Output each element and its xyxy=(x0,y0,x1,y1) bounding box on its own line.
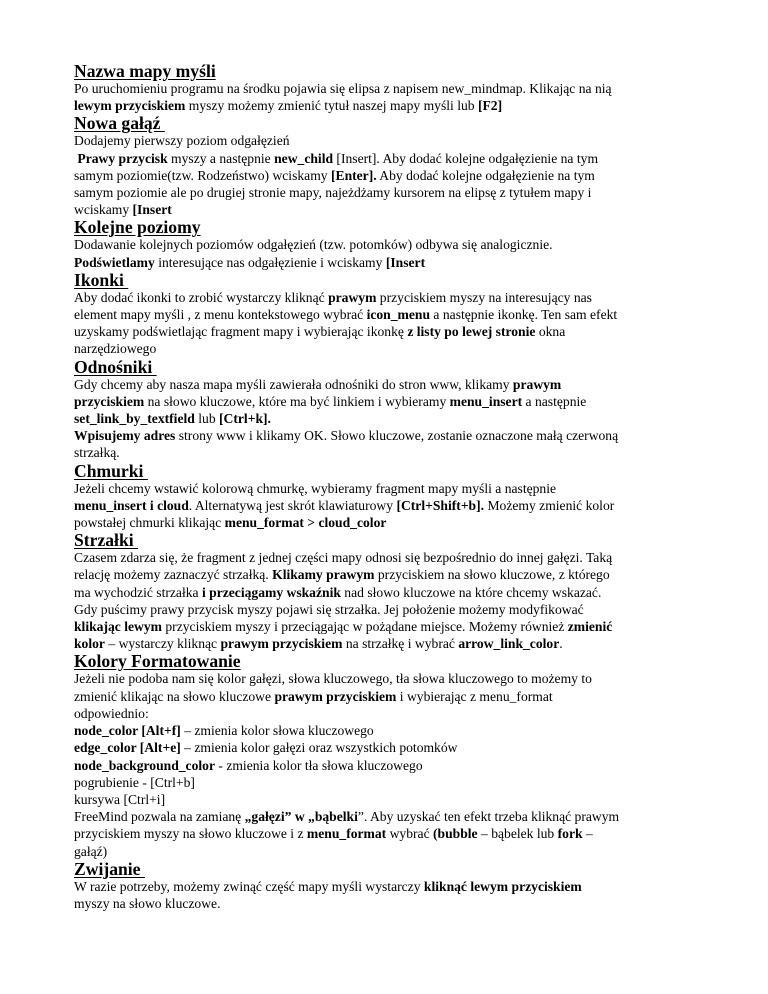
bold-run: lewym przyciskiem xyxy=(74,98,186,114)
text-line xyxy=(74,670,714,687)
text-line xyxy=(74,895,714,912)
text-line xyxy=(74,132,714,149)
text-run: powstałej chmurki klikając xyxy=(74,515,225,531)
text-run: nad słowo kluczowe na które chcemy wskazać. xyxy=(340,584,602,600)
bold-run: node_background_color xyxy=(74,757,215,773)
section-body xyxy=(74,480,714,532)
section-heading: Kolejne poziomy xyxy=(74,217,201,238)
section xyxy=(74,531,714,652)
bold-run: prawym xyxy=(328,289,377,305)
bold-run: [F2] xyxy=(477,98,503,114)
text-run: Dodawanie kolejnych poziomów odgałęzień (tzw. potomków) odbywa się analogicznie. xyxy=(74,237,553,253)
section-heading: Odnośniki xyxy=(74,356,157,377)
section-body xyxy=(74,289,714,358)
text-run: Czasem zdarza się, że fragment z jednej części mapy odnosi się bezpośrednio do innej gałęzi. Taką xyxy=(74,550,613,566)
text-line xyxy=(74,289,714,306)
text-run: lub xyxy=(194,411,220,427)
bold-run: [Insert xyxy=(132,202,172,218)
section-body xyxy=(74,878,714,912)
text-run: ”. Aby uzyskać ten efekt trzeba kliknąć prawym xyxy=(357,809,620,825)
text-line xyxy=(74,480,714,497)
bold-run: kolor xyxy=(74,636,105,652)
bold-run: new_child xyxy=(274,150,334,166)
text-line xyxy=(74,843,714,860)
text-run: . Alternatywą jest skrót klawiaturowy xyxy=(188,497,397,513)
text-run: uzyskamy podświetlając fragment mapy i wybierając ikonkę xyxy=(74,324,408,340)
bold-run: Wpisujemy adres xyxy=(74,428,176,444)
text-line xyxy=(74,566,714,583)
text-run: Gdy chcemy aby nasza mapa myśli zawierała odnośniki do stron www, klikamy xyxy=(74,376,513,392)
text-line xyxy=(74,444,714,461)
section-heading: Kolory Formatowanie xyxy=(74,651,241,672)
bold-run: Prawy przycisk xyxy=(74,150,168,166)
text-run: gałąź) xyxy=(74,843,108,859)
bold-run: fork xyxy=(557,826,583,842)
text-line xyxy=(74,167,714,184)
text-run: – zmienia kolor gałęzi oraz wszystkich potomków xyxy=(180,740,458,756)
text-line xyxy=(74,97,714,114)
text-line xyxy=(74,340,714,357)
bold-run: prawym przyciskiem xyxy=(274,688,397,704)
section-heading: Zwijanie xyxy=(74,858,145,879)
bold-run: przyciskiem xyxy=(74,393,145,409)
text-run: przyciskiem myszy na interesujący nas xyxy=(376,289,592,305)
text-line xyxy=(74,376,714,393)
text-run: strzałką. xyxy=(74,445,120,461)
section xyxy=(74,462,714,532)
bold-run: menu_insert xyxy=(449,393,523,409)
text-run: przyciskiem myszy i przeciągając w pożądane miejsce. Możemy również xyxy=(161,619,568,635)
text-run: W razie potrzeby, możemy zwinąć część mapy myśli wystarczy xyxy=(74,878,424,894)
bold-run: edge_color [Alt+e] xyxy=(74,740,181,756)
text-run: - zmienia kolor tła słowa kluczowego xyxy=(215,757,423,773)
text-line xyxy=(74,306,714,323)
text-run: strony www i klikamy OK. Słowo kluczowe, zostanie oznaczone małą czerwoną xyxy=(175,428,619,444)
bold-run: arrow_link_color xyxy=(458,636,560,652)
text-run: wybrać xyxy=(386,826,434,842)
text-run: Jeżeli chcemy wstawić kolorową chmurkę, wybieramy fragment mapy myśli a następnie xyxy=(74,480,557,496)
text-run: ma wychodzić strzałka xyxy=(74,584,202,600)
section-heading: Nowa gałąź xyxy=(74,113,165,134)
text-run: – wystarczy kliknąc xyxy=(104,636,221,652)
bold-run: icon_menu xyxy=(366,307,431,323)
text-line xyxy=(74,323,714,340)
text-run: narzędziowego xyxy=(74,341,157,357)
text-run: okna xyxy=(535,324,566,340)
bold-run: klikając lewym xyxy=(74,619,162,635)
text-run: kursywa [Ctrl+i] xyxy=(74,791,166,807)
text-line xyxy=(74,184,714,201)
text-line xyxy=(74,236,714,253)
text-run: i wybierając z menu_format xyxy=(396,688,553,704)
text-run: samym poziomie ale po drugiej stronie mapy, najeżdżamy kursorem na elipsę z tytułem mapy i xyxy=(74,185,592,201)
bold-run: z listy po lewej stronie xyxy=(407,324,536,340)
text-run: element mapy myśli , z menu kontekstowego wybrać xyxy=(74,307,367,323)
section xyxy=(74,860,714,912)
text-run: Możemy zmienić kolor xyxy=(484,497,615,513)
text-run: myszy na słowo kluczowe. xyxy=(74,895,221,911)
section-heading: Nazwa mapy myśli xyxy=(74,61,216,81)
section-body xyxy=(74,236,714,270)
text-run: [Insert]. Aby dodać kolejne odgałęzienie na tym xyxy=(333,150,599,166)
text-line xyxy=(74,791,714,808)
text-run: wciskamy xyxy=(74,202,133,218)
text-run: myszy możemy zmienić tytuł naszej mapy myśli lub xyxy=(185,98,478,114)
text-run: zmienić klikając na słowo kluczowe xyxy=(74,688,275,704)
text-line xyxy=(74,774,714,791)
text-line xyxy=(74,584,714,601)
text-line xyxy=(74,150,714,167)
bold-run: menu_insert i cloud xyxy=(74,497,189,513)
text-line xyxy=(74,201,714,218)
text-line xyxy=(74,514,714,531)
text-run: przyciskiem na słowo kluczowe, z którego xyxy=(374,567,610,583)
bold-run: menu_format xyxy=(306,826,387,842)
text-run: a następnie ikonkę. Ten sam efekt xyxy=(430,307,618,323)
bold-run: [Ctrl+Shift+b]. xyxy=(396,497,485,513)
text-line xyxy=(74,80,714,97)
text-line xyxy=(74,497,714,514)
bold-run: i przeciągamy wskaźnik xyxy=(201,584,341,600)
section-heading: Chmurki xyxy=(74,460,148,481)
text-run: Po uruchomieniu programu na środku pojawia się elipsa z napisem new_mindmap. Klikając na nią xyxy=(74,81,612,96)
text-run: FreeMind pozwala na zamianę xyxy=(74,809,245,825)
text-line xyxy=(74,705,714,722)
text-run: relację możemy zaznaczyć strzałką. xyxy=(74,567,273,583)
text-run: interesujące nas odgałęzienie i wciskamy xyxy=(154,254,386,270)
text-line xyxy=(74,618,714,635)
text-line xyxy=(74,825,714,842)
bold-run: prawym przyciskiem xyxy=(220,636,343,652)
text-run: Aby dodać kolejne odgałęzienie na tym xyxy=(376,167,595,183)
text-line xyxy=(74,808,714,825)
text-line xyxy=(74,722,714,739)
bold-run: (bubble xyxy=(433,826,478,842)
text-run: odpowiednio: xyxy=(74,705,149,721)
bold-run: Podświetlamy xyxy=(74,254,155,270)
bold-run: zmienić xyxy=(567,619,613,635)
text-line xyxy=(74,410,714,427)
text-line xyxy=(74,254,714,271)
section xyxy=(74,271,714,358)
section xyxy=(74,358,714,462)
text-run: Gdy puścimy prawy przycisk myszy pojawi się strzałka. Jej położenie możemy modyfikować xyxy=(74,601,584,617)
text-run: myszy a następnie xyxy=(167,150,275,166)
text-line xyxy=(74,601,714,618)
section xyxy=(74,652,714,859)
bold-run: set_link_by_textfield xyxy=(74,411,195,427)
text-run: . xyxy=(559,636,563,652)
bold-run: „gałęzi” w „bąbelki xyxy=(244,809,358,825)
bold-run: Klikamy prawym xyxy=(272,567,375,583)
section-body xyxy=(74,132,714,218)
bold-run: prawym xyxy=(512,376,562,392)
section xyxy=(74,218,714,270)
text-line xyxy=(74,688,714,705)
text-run: samym poziomie(tzw. Rodzeństwo) wciskamy xyxy=(74,167,331,183)
bold-run: [Insert xyxy=(385,254,426,270)
document-page xyxy=(74,62,714,912)
section-body xyxy=(74,376,714,462)
bold-run: [Enter]. xyxy=(330,167,377,183)
text-run: – zmienia kolor słowa kluczowego xyxy=(180,723,374,739)
section-body xyxy=(74,670,714,859)
text-run: – xyxy=(582,826,593,842)
text-run: Dodajemy pierwszy poziom odgałęzień xyxy=(74,133,290,149)
section-body xyxy=(74,549,714,652)
text-run: na słowo kluczowe, które ma być linkiem i wybieramy xyxy=(144,393,450,409)
section-body xyxy=(74,80,714,114)
text-line xyxy=(74,739,714,756)
bold-run: node_color [Alt+f] xyxy=(74,723,181,739)
section-heading: Ikonki xyxy=(74,269,129,290)
text-line xyxy=(74,427,714,444)
section-heading: Strzałki xyxy=(74,530,139,551)
text-run: – bąbelek lub xyxy=(477,826,558,842)
text-run: na strzałkę i wybrać xyxy=(342,636,459,652)
text-run: Aby dodać ikonki to zrobić wystarczy kliknąć xyxy=(74,289,329,305)
bold-run: menu_format > cloud_color xyxy=(224,515,387,531)
section xyxy=(74,62,714,114)
text-line xyxy=(74,635,714,652)
text-run: a następnie xyxy=(522,393,587,409)
text-run: pogrubienie - [Ctrl+b] xyxy=(74,774,195,790)
text-line xyxy=(74,393,714,410)
section xyxy=(74,114,714,218)
bold-run: [Ctrl+k]. xyxy=(219,411,271,427)
text-line xyxy=(74,757,714,774)
text-line xyxy=(74,878,714,895)
text-line xyxy=(74,549,714,566)
text-run: Jeżeli nie podoba nam się kolor gałęzi, słowa kluczowego, tła słowa kluczowego to możemy to xyxy=(74,671,592,687)
bold-run: kliknąć lewym przyciskiem xyxy=(423,878,582,894)
text-run: przyciskiem myszy na słowo kluczowe i z xyxy=(74,826,307,842)
